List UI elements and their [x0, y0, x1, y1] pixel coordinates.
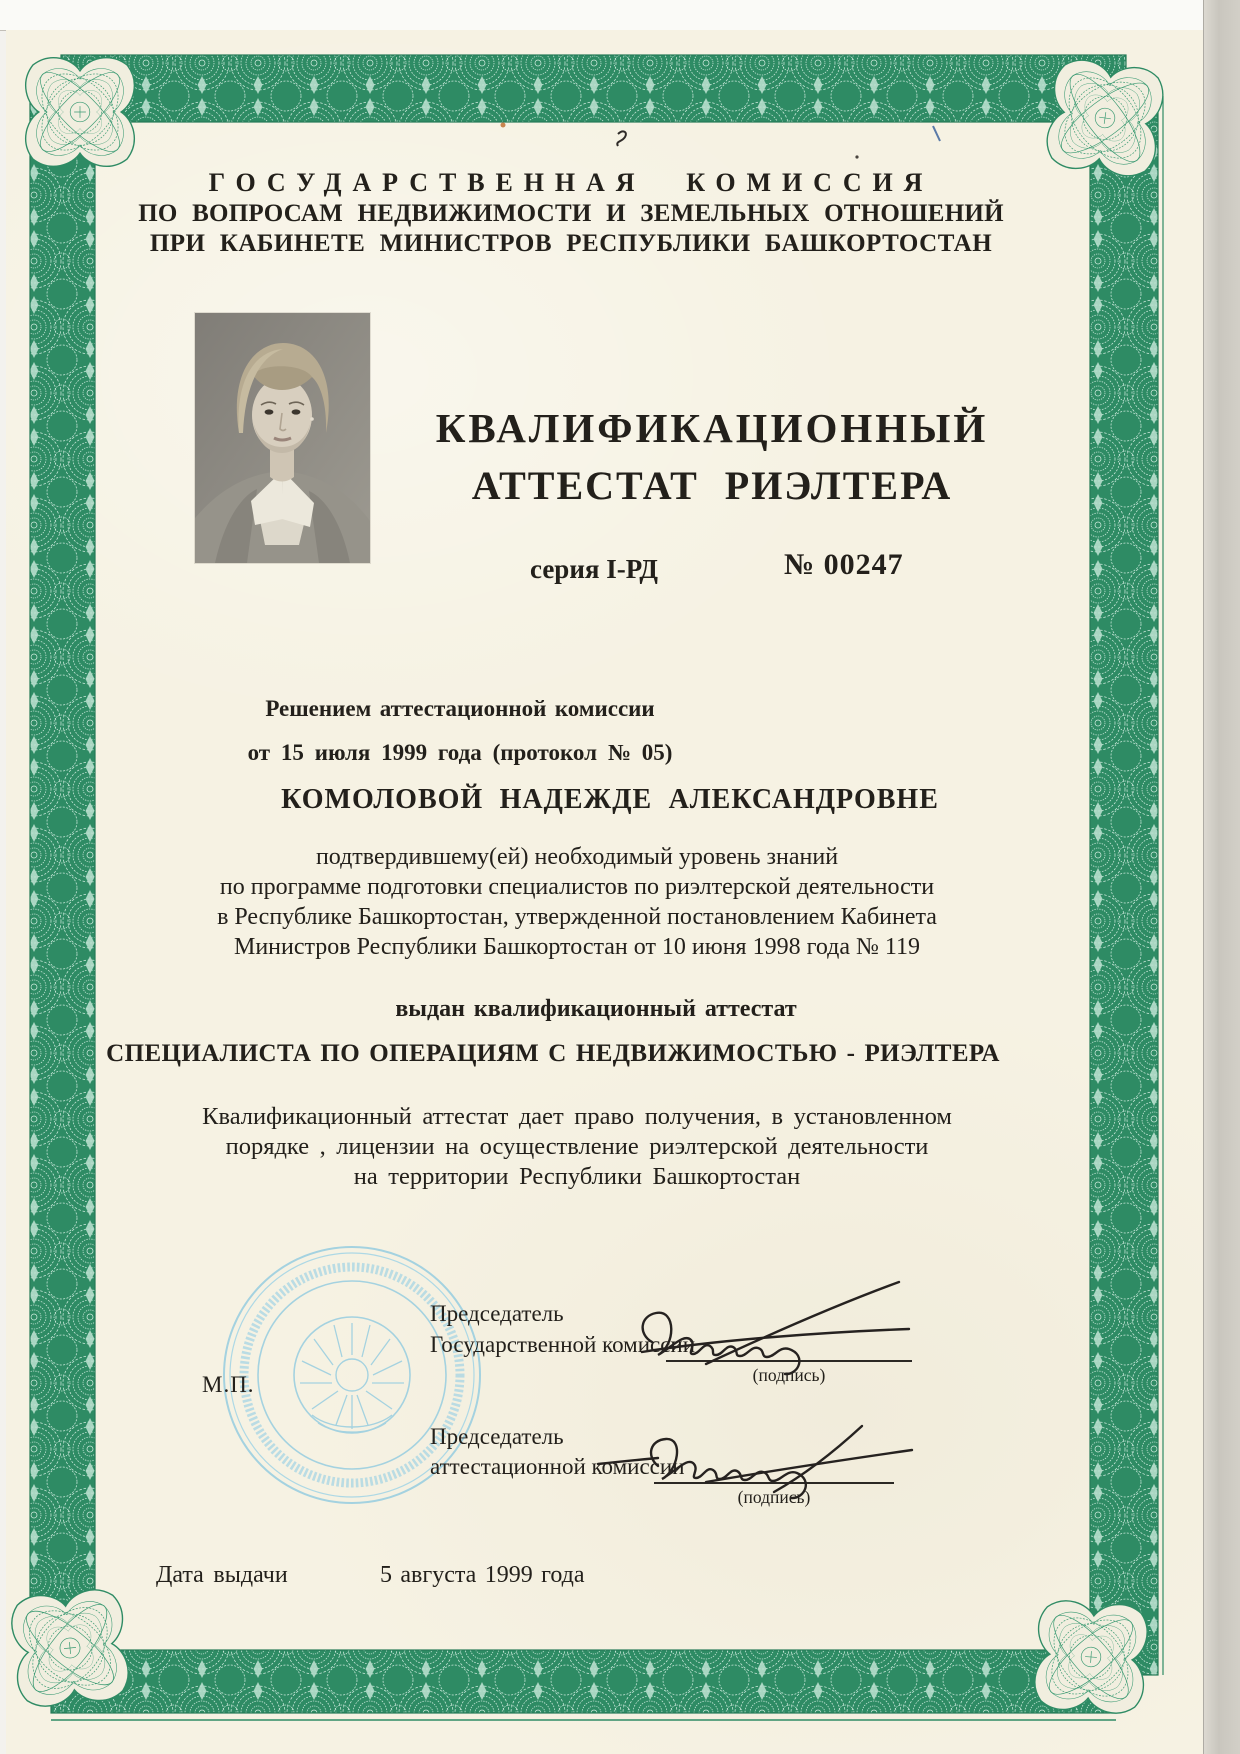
corner-rosette-top-right — [1044, 57, 1167, 180]
corner-rosette-bottom-left — [9, 1587, 131, 1709]
header-line-2: ПО ВОПРОСАМ НЕДВИЖИМОСТИ И ЗЕМЕЛЬНЫХ ОТНОШЕНИЙ — [138, 200, 1004, 227]
chairman-state-commission-role-line-2: Государственной комиссии — [430, 1332, 696, 1357]
corner-rosette-top-left — [26, 58, 135, 167]
scan-background-right-edge — [1203, 0, 1240, 1754]
issue-date-value: 5 августа 1999 года — [380, 1562, 585, 1588]
chairman-state-commission-role-line-1: Председатель — [430, 1301, 564, 1326]
certificate-paper — [6, 30, 1203, 1754]
series-label: серия I-РД — [530, 554, 658, 584]
decision-line-1: Решением аттестационной комиссии — [265, 696, 655, 721]
chairman-attestation-commission-role-line-2: аттестационной комиссии — [430, 1454, 685, 1479]
corner-rosette-bottom-right — [1033, 1599, 1149, 1715]
issue-specialist-line: СПЕЦИАЛИСТА ПО ОПЕРАЦИЯМ С НЕДВИЖИМОСТЬЮ - РИЭЛТЕРА — [106, 1040, 1000, 1067]
rights-line-3: на территории Республики Башкортостан — [353, 1163, 801, 1190]
confirmation-line-2: по программе подготовки специалистов по риэлтерской деятельности — [219, 874, 935, 900]
certificate-title-line-2: АТТЕСТАТ РИЭЛТЕРА — [471, 463, 953, 508]
rights-line-1: Квалификационный аттестат дает право получения, в установленном — [202, 1103, 952, 1130]
chairman-attestation-commission-role-line-1: Председатель — [430, 1424, 564, 1449]
signature-line-2 — [654, 1482, 894, 1484]
header-line-1: ГОСУДАРСТВЕННАЯ КОМИССИЯ — [208, 168, 934, 197]
confirmation-line-1: подтвердившему(ей) необходимый уровень знаний — [315, 844, 839, 870]
scan-background-top — [0, 0, 1240, 31]
portrait-photo — [195, 313, 370, 563]
stamp-place-abbreviation: М.П. — [202, 1372, 255, 1397]
holder-name: КОМОЛОВОЙ НАДЕЖДЕ АЛЕКСАНДРОВНЕ — [281, 784, 939, 815]
issue-line-1: выдан квалификационный аттестат — [395, 996, 797, 1022]
scan-artifacts — [501, 123, 941, 159]
series-number: № 00247 — [784, 548, 904, 581]
rights-paragraph — [140, 1102, 1014, 1192]
decision-date-line: от 15 июля 1999 года (протокол № 05) — [247, 740, 673, 765]
issue-date-label: Дата выдачи — [156, 1562, 288, 1588]
rights-line-2: порядке , лицензии на осуществление риэлтерской деятельности — [225, 1133, 929, 1160]
confirmation-paragraph — [140, 842, 1014, 962]
signature-caption-2: (подпись) — [737, 1487, 811, 1507]
confirmation-line-4: Министров Республики Башкортостан от 10 июня 1998 года № 119 — [233, 934, 921, 960]
signature-caption-1: (подпись) — [752, 1365, 826, 1385]
header-line-3: ПРИ КАБИНЕТЕ МИНИСТРОВ РЕСПУБЛИКИ БАШКОРТОСТАН — [149, 230, 993, 257]
certificate-title-line-1: КВАЛИФИКАЦИОННЫЙ — [435, 405, 989, 451]
confirmation-line-3: в Республике Башкортостан, утвержденной постановлением Кабинета — [217, 904, 937, 930]
signature-line-1 — [666, 1360, 912, 1362]
